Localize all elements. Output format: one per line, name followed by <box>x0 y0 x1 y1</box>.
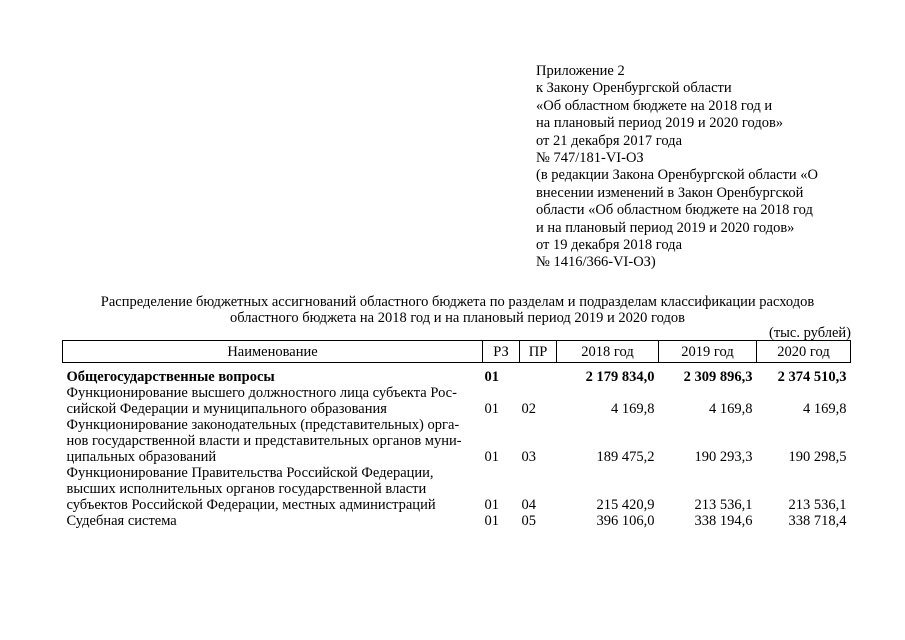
row-name-line: Судебная система <box>66 513 177 529</box>
row-rz: 01 <box>484 497 499 513</box>
row-name <box>63 385 483 417</box>
row-name-line: нов государственной власти и представительных органов муни- <box>66 433 462 449</box>
row-name-line: высших исполнительных органов государственной власти <box>66 481 427 497</box>
row-2018: 189 475,2 <box>596 449 655 465</box>
appendix-line: «Об областном бюджете на 2018 год и <box>536 97 773 114</box>
row-2019: 4 169,8 <box>709 401 753 417</box>
table-row <box>63 465 851 513</box>
row-name-line: сийской Федерации и муниципального образования <box>66 401 387 417</box>
appendix-line: и на плановый период 2019 и 2020 годов» <box>536 219 795 236</box>
row-pr: 02 <box>521 401 536 417</box>
row-name-line: Функционирование законодательных (представительных) орга- <box>66 417 460 433</box>
row-rz: 01 <box>484 513 499 529</box>
row-name-line: Функционирование Правительства Российской Федерации, <box>66 465 434 481</box>
row-rz: 01 <box>484 449 499 465</box>
appendix-line: области «Об областном бюджете на 2018 год <box>536 202 813 219</box>
row-2019: 213 536,1 <box>694 497 753 513</box>
table-row <box>63 363 851 386</box>
header-2018: 2018 год <box>557 341 659 363</box>
table-header-row <box>63 341 851 363</box>
row-name <box>63 417 483 465</box>
appendix-line: на плановый период 2019 и 2020 годов» <box>536 115 784 132</box>
row-name <box>63 513 483 529</box>
title-line-2: областного бюджета на 2018 год и на плановый период 2019 и 2020 годов <box>230 310 685 326</box>
table-row <box>63 417 851 465</box>
appendix-line: № 1416/366-VI-ОЗ) <box>536 254 656 271</box>
row-pr: 04 <box>521 497 536 513</box>
row-name <box>63 363 483 386</box>
row-name-line: Общегосударственные вопросы <box>66 369 275 385</box>
title-line-1: Распределение бюджетных ассигнований областного бюджета по разделам и подразделам классификации расходов <box>100 294 815 310</box>
appendix-note <box>536 63 856 272</box>
appendix-line: Приложение 2 <box>536 63 625 79</box>
row-2020: 190 298,5 <box>788 449 847 465</box>
row-2019: 338 194,6 <box>694 513 753 529</box>
row-name-line: Функционирование высшего должностного лица субъекта Рос- <box>66 385 457 401</box>
appendix-line: № 747/181-VI-ОЗ <box>536 149 644 166</box>
row-2018: 396 106,0 <box>596 513 655 529</box>
row-2019: 190 293,3 <box>694 449 753 465</box>
appendix-line: от 21 декабря 2017 года <box>536 132 682 149</box>
row-2020: 213 536,1 <box>788 497 847 513</box>
header-name: Наименование <box>63 341 483 363</box>
header-pr: ПР <box>520 341 557 363</box>
row-name-line: ципальных образований <box>66 449 217 465</box>
appendix-line: к Закону Оренбургской области <box>536 80 732 97</box>
appendix-line: внесении изменений в Закон Оренбургской <box>536 184 804 201</box>
row-2020: 338 718,4 <box>788 513 847 529</box>
header-rz: РЗ <box>483 341 520 363</box>
row-2019: 2 309 896,3 <box>683 369 753 385</box>
table-row <box>63 385 851 417</box>
row-pr: 03 <box>521 449 536 465</box>
table-row <box>63 513 851 529</box>
row-2020: 4 169,8 <box>803 401 847 417</box>
appendix-line: от 19 декабря 2018 года <box>536 236 682 253</box>
header-2019: 2019 год <box>659 341 757 363</box>
appendix-line: (в редакции Закона Оренбургской области «О <box>536 167 819 184</box>
row-rz: 01 <box>484 401 499 417</box>
document-title <box>55 294 860 326</box>
row-name <box>63 465 483 513</box>
row-2020: 2 374 510,3 <box>777 369 847 385</box>
row-rz: 01 <box>484 369 499 385</box>
row-name-line: субъектов Российской Федерации, местных администраций <box>66 497 436 513</box>
row-pr <box>520 363 557 386</box>
row-pr: 05 <box>521 513 536 529</box>
units-label: (тыс. рублей) <box>769 325 851 341</box>
budget-table <box>62 340 851 529</box>
row-2018: 2 179 834,0 <box>585 369 655 385</box>
row-2018: 215 420,9 <box>596 497 655 513</box>
header-2020: 2020 год <box>757 341 851 363</box>
row-2018: 4 169,8 <box>611 401 655 417</box>
